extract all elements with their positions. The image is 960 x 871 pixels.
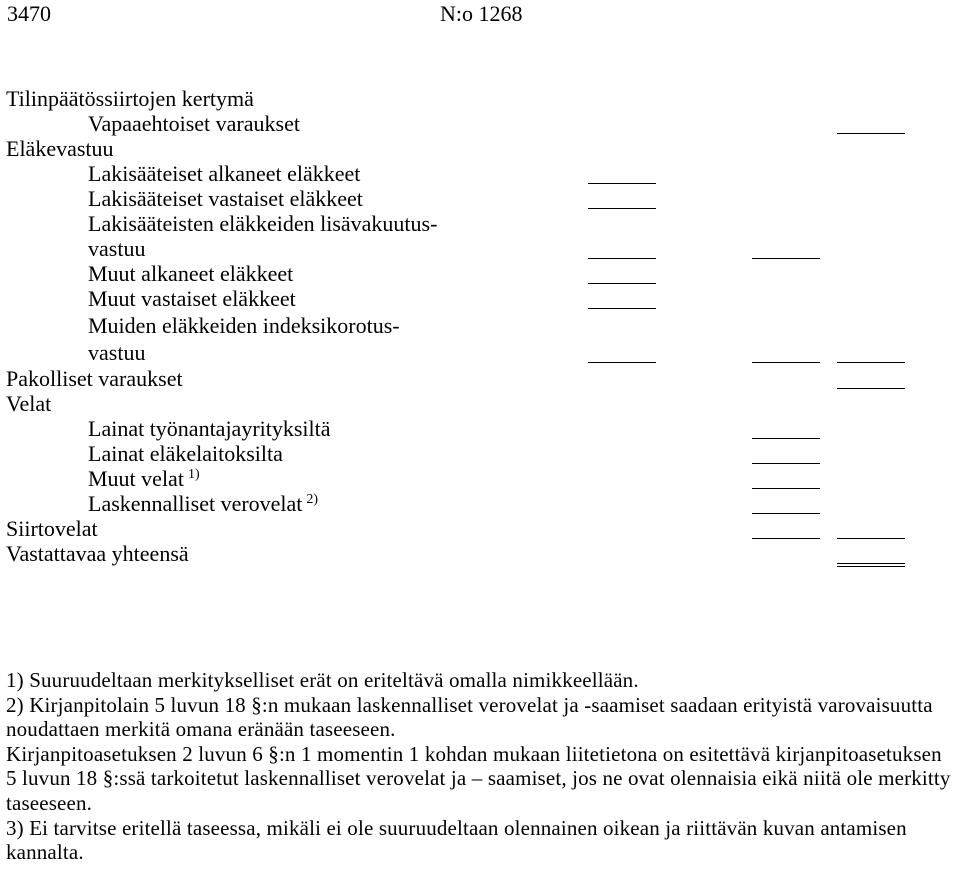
amount-blank [752,258,820,259]
amount-blank [837,133,905,134]
row-label-elakevastuu: Eläkevastuu [6,136,114,161]
amount-blank [588,183,656,184]
balance-row [0,286,960,311]
row-label-vastattavaa-yhteensa: Vastattavaa yhteensä [6,541,189,566]
amount-blank-total [837,566,905,567]
balance-row [0,340,960,365]
amount-blank [752,513,820,514]
row-label-muut-vastaiset: Muut vastaiset eläkkeet [88,286,296,311]
row-label-vapaaehtoiset-varaukset: Vapaaehtoiset varaukset [88,111,300,136]
amount-blank [837,538,905,539]
amount-blank [752,438,820,439]
amount-blank [588,308,656,309]
row-label-lakisaateiset-vastaiset: Lakisääteiset vastaiset eläkkeet [88,186,363,211]
amount-blank [752,488,820,489]
row-label-tilinpaatossiirtojen-kertyma: Tilinpäätössiirtojen kertymä [6,86,254,111]
muut-velat-text: Muut velat [88,466,184,491]
amount-blank [837,362,905,363]
document-number: N:o 1268 [440,1,523,26]
balance-row [0,161,960,186]
row-label-velat: Velat [6,391,52,416]
row-label-pakolliset-varaukset: Pakolliset varaukset [6,366,183,391]
balance-row [0,541,960,566]
laskennalliset-verovelat-text: Laskennalliset verovelat [88,491,303,516]
row-label-muut-alkaneet: Muut alkaneet eläkkeet [88,261,294,286]
amount-blank [752,538,820,539]
page-number: 3470 [7,1,51,26]
balance-row [0,491,960,516]
row-label-lakisaateiset-alkaneet: Lakisääteiset alkaneet eläkkeet [88,161,361,186]
balance-row [0,261,960,286]
row-label-laskennalliset-verovelat [88,491,318,516]
balance-row [0,391,960,416]
amount-blank [588,208,656,209]
balance-row [0,313,960,338]
footnote-3: 3) Ei tarvitse eritellä taseessa, mikäli ei ole suuruudeltaan olennainen oikean ja riittävän kuvan antamisen kannalta. [6,815,907,865]
footnote-2-continued: Kirjanpitoasetuksen 2 luvun 6 §:n 1 momentin 1 kohdan mukaan liitetietona on esitettävä kirjanpitoasetuksen 5 luvun 18 §:ssä tarkoitetut laskennalliset verovelat ja – saamiset, jos ne ovat olennaisia eikä niitä ole merkitty taseeseen. [6,741,951,815]
row-label-indeksikorotus-cont: vastuu [88,340,146,365]
row-label-lainat-tyonantaja: Lainat työnantajayrityksiltä [88,416,331,441]
balance-row [0,441,960,466]
balance-row [0,236,960,261]
amount-blank [752,362,820,363]
row-label-indeksikorotus: Muiden eläkkeiden indeksikorotus- [88,313,400,338]
amount-blank [837,563,905,564]
balance-row [0,111,960,136]
amount-blank [588,362,656,363]
balance-row [0,186,960,211]
amount-blank [588,283,656,284]
footnote-ref-2: 2) [306,491,319,507]
row-label-lisavakuutus: Lakisääteisten eläkkeiden lisävakuutus- [88,211,438,236]
amount-blank [588,258,656,259]
row-label-lisavakuutus-cont: vastuu [88,236,146,261]
footnotes [6,668,956,865]
balance-row [0,416,960,441]
row-label-siirtovelat: Siirtovelat [6,516,98,541]
balance-row [0,136,960,161]
footnote-1: 1) Suuruudeltaan merkitykselliset erät on eriteltävä omalla nimikkeellään. [6,668,639,692]
balance-row [0,86,960,111]
balance-row [0,466,960,491]
footnote-ref-1: 1) [187,466,200,482]
amount-blank [752,463,820,464]
balance-row [0,211,960,236]
balance-row [0,516,960,541]
balance-row [0,366,960,391]
amount-blank [837,388,905,389]
row-label-muut-velat [88,466,200,491]
footnote-2: 2) Kirjanpitolain 5 luvun 18 §:n mukaan laskennalliset verovelat ja -saamiset saadaan erityistä varovaisuutta noudattaen merkitä omana eränään taseeseen. [6,692,933,742]
row-label-lainat-elakelaitoksilta: Lainat eläkelaitoksilta [88,441,283,466]
